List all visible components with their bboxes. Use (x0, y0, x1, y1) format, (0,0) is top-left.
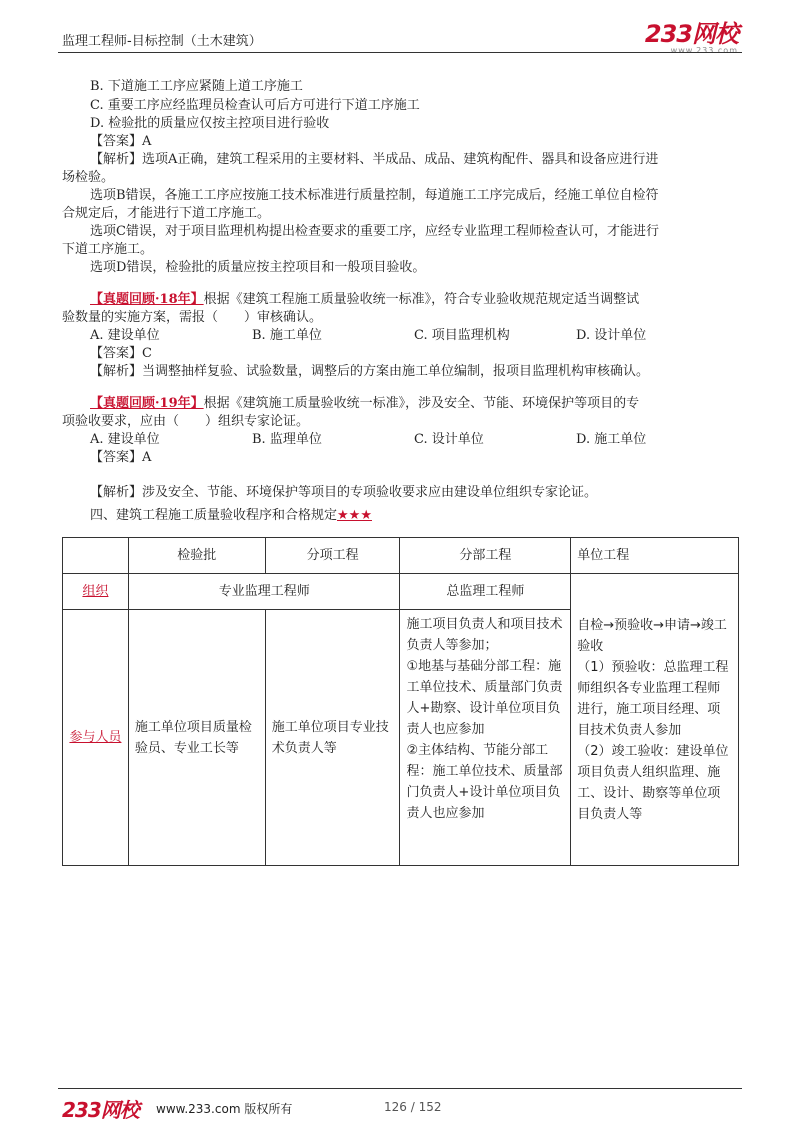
analysis-line: 下道工序施工。 (62, 242, 154, 257)
document-title: 监理工程师-目标控制（土木建筑） (62, 34, 262, 49)
table-header-cell: 检验批 (128, 538, 265, 574)
brand-logo (645, 22, 738, 55)
answer-line: 【答案】A (90, 134, 152, 149)
analysis-line: 选项D错误，检验批的质量应按主控项目和一般项目验收。 (90, 260, 426, 275)
table-row-organize (63, 574, 739, 610)
row-label-organize: 组织 (63, 574, 129, 610)
question-18-option: A. 建设单位 (90, 328, 160, 343)
question-18-answer: 【答案】C (90, 346, 152, 361)
unit-project-final-acceptance: （2）竣工验收：建设单位项目负责人组织监理、施工、设计、勘察等单位项目负责人等 (577, 743, 729, 822)
table-header-cell: 分部工程 (400, 538, 571, 574)
division-foundation: ①地基与基础分部工程：施工单位技术、质量部门负责人+勘察、设计单位项目负责人也应参加 (406, 659, 563, 737)
table-header-cell: 分项工程 (265, 538, 400, 574)
question-18-analysis: 【解析】当调整抽样复验、试验数量，调整后的方案由施工单位编制，报项目监理机构审核确认。 (90, 364, 650, 379)
table-cell: 总监理工程师 (400, 574, 571, 610)
question-19-option: A. 建设单位 (90, 432, 160, 447)
question-18-option: D. 设计单位 (576, 328, 647, 343)
analysis-line: 合规定后，才能进行下道工序施工。 (62, 206, 271, 221)
question-18-stem (90, 291, 639, 308)
footer-copyright: www.233.com 版权所有 (156, 1102, 293, 1116)
question-19-tag: 【真题回顾·19年】 (90, 396, 204, 411)
footer-logo: 233网校 (62, 1098, 139, 1122)
unit-project-cell (571, 574, 739, 866)
division-structure: ②主体结构、节能分部工程：施工单位技术、质量部门负责人+设计单位项目负责人也应参加 (406, 743, 563, 821)
question-19-option: B. 监理单位 (252, 432, 322, 447)
footer-rule (58, 1088, 742, 1089)
question-18-option: C. 项目监理机构 (414, 328, 510, 343)
question-19-stem (90, 395, 639, 412)
question-18-stem-text: 根据《建筑工程施工质量验收统一标准》，符合专业验收规范规定适当调整试 (203, 292, 640, 307)
acceptance-procedure-table (62, 537, 739, 866)
logo-text: 233网校 (644, 20, 738, 48)
division-participants: 施工项目负责人和项目技术负责人等参加； (406, 617, 563, 653)
table-cell: 施工单位项目质量检验员、专业工长等 (128, 610, 265, 866)
table-cell: 专业监理工程师 (128, 574, 400, 610)
question-19-option: D. 施工单位 (576, 432, 647, 447)
analysis-line: 选项B错误，各施工工序应按施工技术标准进行质量控制，每道施工工序完成后，经施工单位自检符 (90, 188, 659, 203)
table-header-cell: 单位工程 (571, 538, 739, 574)
question-18-stem-cont: 验数量的实施方案，需报（ ）审核确认。 (62, 310, 323, 325)
section-title (90, 507, 372, 524)
analysis-line: 场检验。 (62, 170, 115, 185)
option-c-line: C. 重要工序应经监理员检查认可后方可进行下道工序施工 (90, 98, 420, 113)
option-b-line: B. 下道施工工序应紧随上道工序施工 (90, 79, 303, 94)
question-18-tag: 【真题回顾·18年】 (90, 292, 204, 307)
option-d-line: D. 检验批的质量应仅按主控项目进行验收 (90, 116, 330, 131)
table-header-row (63, 538, 739, 574)
question-19-stem-text: 根据《建筑施工质量验收统一标准》，涉及安全、节能、环境保护等项目的专 (203, 396, 640, 411)
unit-project-flow: 自检→预验收→申请→竣工验收 (577, 617, 727, 654)
section-title-text: 四、建筑工程施工质量验收程序和合格规定 (90, 508, 338, 523)
table-cell: 施工单位项目专业技术负责人等 (265, 610, 400, 866)
header-rule (58, 52, 742, 53)
page-number: 126 / 152 (384, 1100, 442, 1114)
analysis-line: 【解析】选项A正确，建筑工程采用的主要材料、半成品、成品、建筑构配件、器具和设备应进行进 (90, 152, 659, 167)
importance-stars: ★★★ (337, 508, 372, 523)
unit-project-pre-acceptance: （1）预验收：总监理工程师组织各专业监理工程师进行，施工项目经理、项目技术负责人参加 (577, 659, 729, 738)
question-18-option: B. 施工单位 (252, 328, 322, 343)
question-19-analysis: 【解析】涉及安全、节能、环境保护等项目的专项验收要求应由建设单位组织专家论证。 (90, 485, 598, 500)
question-19-answer: 【答案】A (90, 450, 152, 465)
analysis-line: 选项C错误，对于项目监理机构提出检查要求的重要工序，应经专业监理工程师检查认可，才能进行 (90, 224, 659, 239)
row-label-participants: 参与人员 (63, 610, 129, 866)
question-19-stem-cont: 项验收要求，应由（ ）组织专家论证。 (62, 414, 310, 429)
question-19-option: C. 设计单位 (414, 432, 484, 447)
logo-url: www.233.com (670, 46, 738, 55)
table-header-cell (63, 538, 129, 574)
division-project-cell (400, 610, 571, 866)
